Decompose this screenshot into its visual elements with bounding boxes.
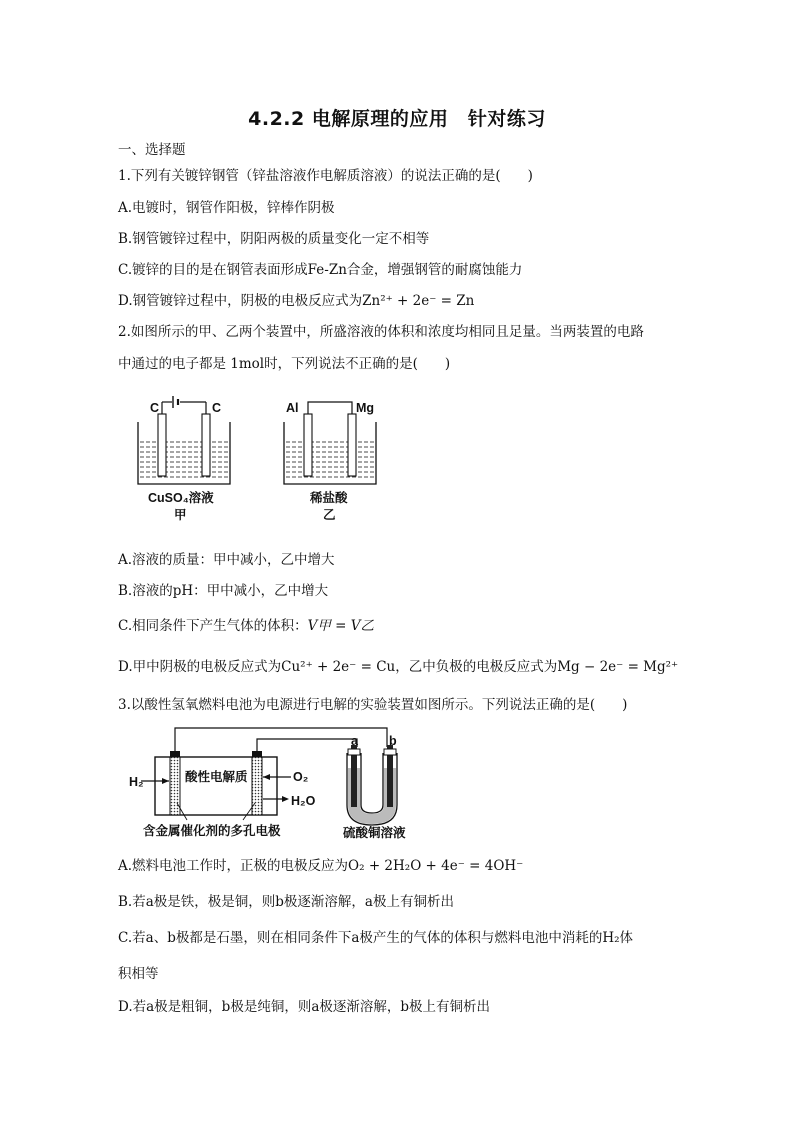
label-c-2: C (212, 401, 222, 415)
q1-option-d-equation: Zn²⁺ + 2e⁻ = Zn (362, 293, 475, 309)
solution-jia (140, 442, 228, 477)
label-b: b (389, 734, 397, 748)
q3-figure (125, 723, 425, 845)
q2-stem-line1: 2.如图所示的甲、乙两个装置中，所盛溶液的体积和浓度均相同且足量。当两装置的电路 (118, 324, 644, 340)
q1-option-d-text: D.钢管镀锌过程中，阴极的电极反应式为 (118, 293, 363, 309)
q2-option-d-text2: ，乙中负极的电极反应式为 (395, 659, 558, 675)
label-c-1: C (150, 401, 160, 415)
label-cuso4-solution: 硫酸铜溶液 (343, 826, 406, 840)
label-mg: Mg (356, 401, 375, 415)
q2-option-b: B.溶液的pH：甲中减小，乙中增大 (118, 583, 329, 599)
q3-option-d: D.若a极是粗铜，b极是纯铜，则a极逐渐溶解，b极上有铜析出 (118, 999, 491, 1015)
q2-option-c (118, 617, 374, 635)
q2-option-d-equation1: Cu²⁺ + 2e⁻ = Cu (281, 659, 396, 675)
label-yi: 乙 (323, 508, 336, 522)
section-heading: 一、选择题 (118, 142, 186, 158)
q2-option-d (118, 658, 678, 676)
q2-figure (130, 392, 400, 527)
q1-option-a: A.电镀时，钢管作阳极，锌棒作阴极 (118, 200, 335, 216)
cell-yi (284, 401, 376, 522)
q3-option-a-equation: O₂ + 2H₂O + 4e⁻ = 4OH⁻ (348, 858, 524, 874)
label-cuso4: CuSO₄溶液 (148, 491, 214, 505)
label-electrolyte: 酸性电解质 (185, 770, 248, 784)
electrode-c-left (158, 414, 166, 476)
q1-stem: 1.下列有关镀锌钢管（锌盐溶液作电解质溶液）的说法正确的是( ) (118, 168, 533, 184)
q3-option-a (118, 857, 523, 875)
q2-option-c-equation: V甲 = V乙 (307, 618, 375, 634)
label-jia: 甲 (174, 508, 187, 522)
u-tube-inner (361, 753, 383, 813)
label-h2o: H₂O (291, 794, 316, 808)
label-hcl: 稀盐酸 (310, 491, 348, 505)
q2-option-d-equation2: Mg − 2e⁻ = Mg²⁺ (557, 659, 679, 675)
q3-option-c-line1: C.若a、b极都是石墨，则在相同条件下a极产生的气体的体积与燃料电池中消耗的H₂体 (118, 930, 634, 946)
q1-option-c: C.镀锌的目的是在钢管表面形成Fe-Zn合金，增强钢管的耐腐蚀能力 (118, 262, 523, 278)
label-al: Al (286, 401, 299, 415)
q3-stem: 3.以酸性氢氧燃料电池为电源进行电解的实验装置如图所示。下列说法正确的是( ) (118, 697, 628, 713)
electrode-al (304, 414, 312, 476)
q1-option-b: B.钢管镀锌过程中，阴阳两极的质量变化一定不相等 (118, 231, 430, 247)
h2o-arrow (282, 796, 289, 802)
q2-stem-line2: 中通过的电子都是 1mol时，下列说法不正确的是( ) (118, 356, 451, 372)
label-porous-electrode: 含金属催化剂的多孔电极 (143, 824, 281, 838)
stopper-a (348, 749, 360, 755)
q3-option-c-line2: 积相等 (118, 966, 159, 982)
electrode-c-right (202, 414, 210, 476)
label-h2: H₂ (129, 775, 144, 789)
electrode-mg (348, 414, 356, 476)
stopper-b (384, 749, 396, 755)
q2-option-a: A.溶液的质量：甲中减小，乙中增大 (118, 552, 335, 568)
label-a: a (351, 734, 358, 748)
page-title: 4.2.2 电解原理的应用 针对练习 (248, 108, 546, 130)
q3-option-a-text: A.燃料电池工作时，正极的电极反应为 (118, 858, 349, 874)
porous-electrode-right (252, 757, 262, 815)
q2-option-d-text1: D.甲中阴极的电极反应式为 (118, 659, 282, 675)
q2-option-c-text: C.相同条件下产生气体的体积： (118, 618, 308, 634)
solution-yi (286, 442, 374, 477)
wire-inner (257, 739, 357, 753)
cell-jia (138, 396, 230, 522)
label-o2: O₂ (293, 770, 309, 784)
q1-option-d (118, 292, 474, 310)
q3-option-b: B.若a极是铁，极是铜，则b极逐渐溶解，a极上有铜析出 (118, 894, 454, 910)
